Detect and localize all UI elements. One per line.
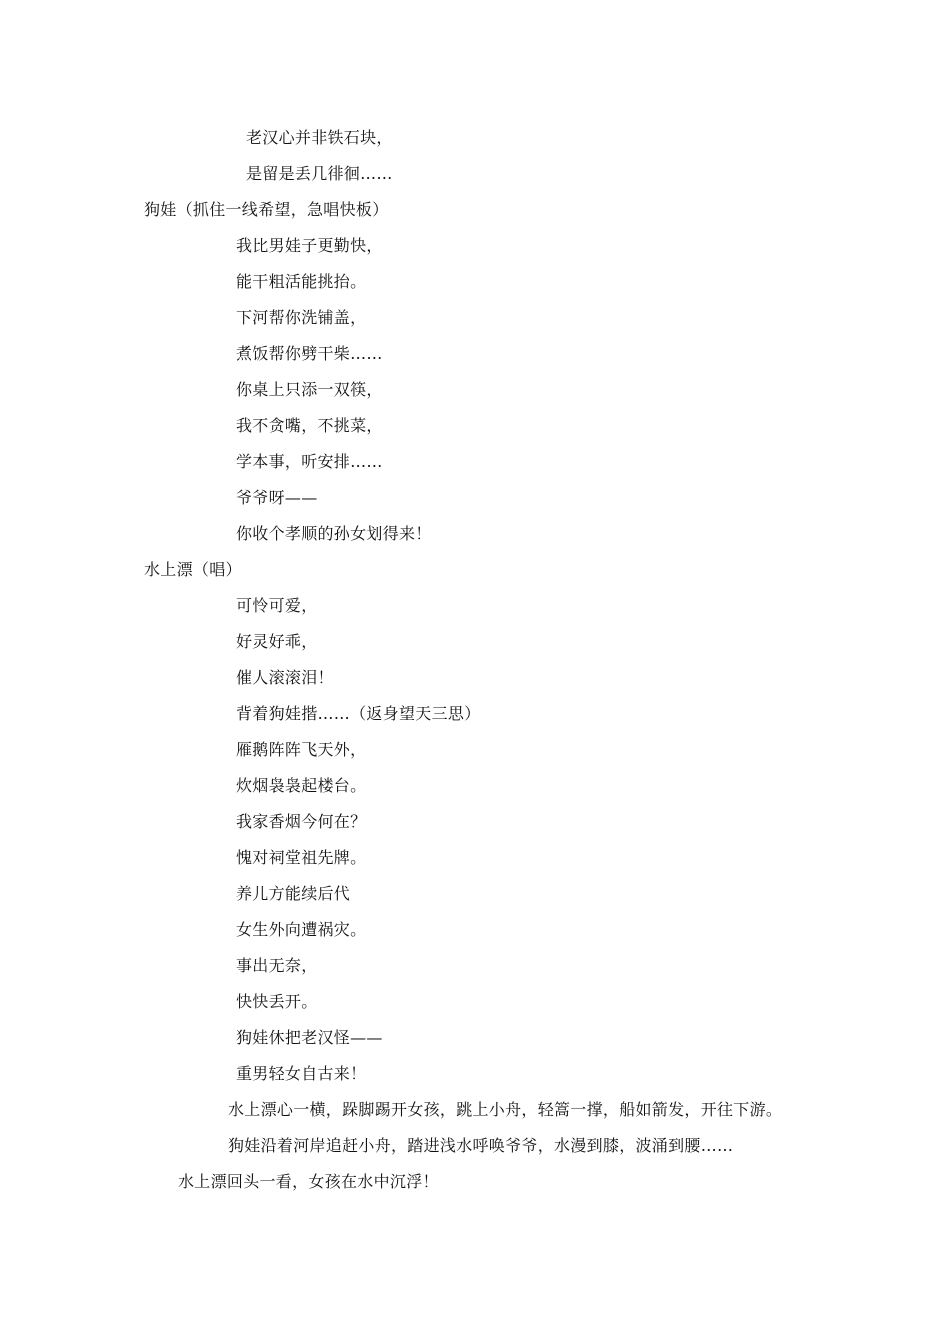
- verse-line: 爷爷呀——: [236, 488, 318, 507]
- verse-line: 愧对祠堂祖先牌。: [236, 848, 367, 867]
- verse-line: 你桌上只添一双筷，: [236, 380, 383, 399]
- verse-line: 背着狗娃揩……（返身望天三思）: [236, 704, 481, 723]
- verse-line: 养儿方能续后代: [236, 884, 351, 903]
- verse-line: 好灵好乖，: [236, 632, 318, 651]
- stage-direction: 狗娃沿着河岸追赶小舟，踏进浅水呼唤爷爷，水漫到膝，波涌到腰……: [228, 1136, 734, 1155]
- verse-line: 我不贪嘴，不挑菜，: [236, 416, 383, 435]
- verse-line: 老汉心并非铁石块，: [246, 128, 393, 147]
- stage-direction: 水上漂回头一看，女孩在水中沉浮！: [178, 1172, 439, 1191]
- verse-line: 我比男娃子更勤快，: [236, 236, 383, 255]
- speaker-line: 狗娃（抓住一线希望，急唱快板）: [144, 200, 389, 219]
- verse-line: 催人滚滚泪！: [236, 668, 334, 687]
- verse-line: 下河帮你洗铺盖，: [236, 308, 367, 327]
- verse-line: 学本事，听安排……: [236, 452, 383, 471]
- verse-line: 我家香烟今何在？: [236, 812, 367, 831]
- speaker-line: 水上漂（唱）: [144, 560, 242, 579]
- verse-line: 你收个孝顺的孙女划得来！: [236, 524, 432, 543]
- verse-line: 快快丢开。: [236, 992, 318, 1011]
- verse-line: 女生外向遭祸灾。: [236, 920, 367, 939]
- verse-line: 狗娃休把老汉怪——: [236, 1028, 383, 1047]
- verse-line: 可怜可爱，: [236, 596, 318, 615]
- verse-line: 能干粗活能挑抬。: [236, 272, 367, 291]
- verse-line: 煮饭帮你劈干柴……: [236, 344, 383, 363]
- verse-line: 是留是丢几徘徊……: [246, 164, 393, 183]
- stage-direction: 水上漂心一横，跺脚踢开女孩，跳上小舟，轻篙一撑，船如箭发，开往下游。: [228, 1100, 783, 1119]
- verse-line: 雁鹅阵阵飞天外，: [236, 740, 367, 759]
- verse-line: 重男轻女自古来！: [236, 1064, 367, 1083]
- verse-line: 事出无奈，: [236, 956, 318, 975]
- verse-line: 炊烟袅袅起楼台。: [236, 776, 367, 795]
